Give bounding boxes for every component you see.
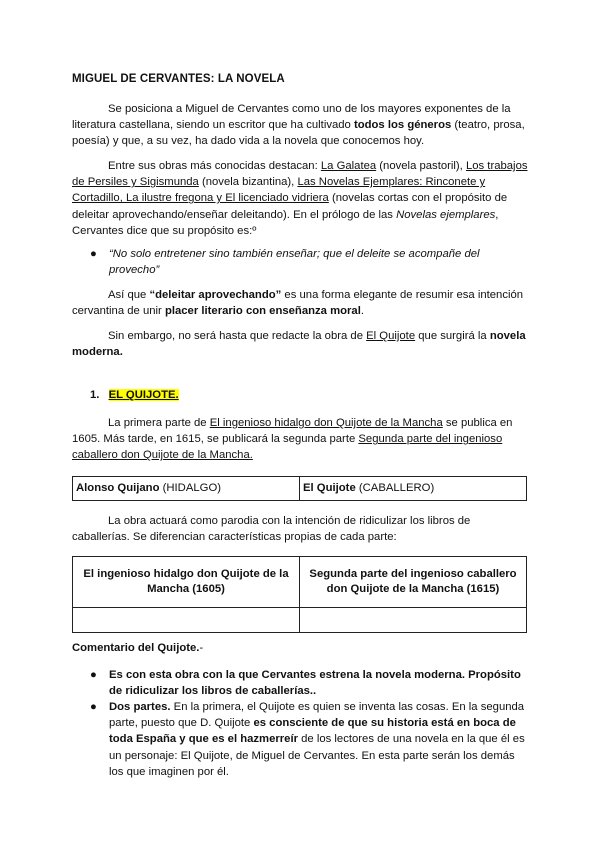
section-heading xyxy=(90,387,179,403)
paragraph-deleitar: Así que “deleitar aprovechando” es una forma elegante de resumir esa intención cervantina de unir placer literario con enseñanza moral. xyxy=(72,289,524,318)
table-header-row xyxy=(73,557,527,608)
characters-table xyxy=(72,476,527,501)
table-cell[interactable] xyxy=(300,608,527,633)
comment-list-item xyxy=(90,699,530,780)
link-persiles[interactable]: Los trabajos de Persiles y Sigismunda xyxy=(72,160,528,189)
parts-table xyxy=(72,556,527,633)
table-header-cell: Segunda parte del ingenioso caballero don Quijote de la Mancha (1615) xyxy=(300,557,527,608)
table-header-cell: El ingenioso hidalgo don Quijote de la Mancha (1605) xyxy=(73,557,300,608)
section-title[interactable]: EL QUIJOTE. xyxy=(108,389,179,401)
paragraph-parodia: La obra actuará como parodia con la intención de ridiculizar los libros de caballerías. Se diferencian características propias de cada parte: xyxy=(72,515,471,544)
bullet-icon: ● xyxy=(90,248,97,260)
comment-list-item xyxy=(90,667,530,699)
link-la-galatea[interactable]: La Galatea xyxy=(320,160,377,172)
link-segunda-parte[interactable]: Segunda parte del ingenioso caballero don Quijote de la Mancha. xyxy=(72,433,503,462)
section-number: 1. xyxy=(90,389,100,401)
table-row xyxy=(73,608,527,633)
paragraph-publication: La primera parte de El ingenioso hidalgo don Quijote de la Mancha se publica en 1605. Más tarde, en 1615, se publicará la segunda parte Segunda parte del ingenioso caballero don Quijote de la Mancha. xyxy=(72,417,513,462)
paragraph-quijote-intro: Sin embargo, no será hasta que redacte la obra de El Quijote que surgirá la novela moderna. xyxy=(72,330,526,359)
paragraph-intro: Se posiciona a Miguel de Cervantes como uno de los mayores exponentes de la literatura castellana, siendo un escritor que ha cultivado todos los géneros (teatro, prosa, poesía) y que, a su vez, ha dado vida a la novela que conocemos hoy. xyxy=(72,103,525,148)
link-primera-parte[interactable]: El ingenioso hidalgo don Quijote de la Mancha xyxy=(209,417,443,429)
table-cell[interactable] xyxy=(73,608,300,633)
link-el-quijote[interactable]: El Quijote xyxy=(366,330,416,342)
bullet-icon: ● xyxy=(90,669,97,681)
table-row xyxy=(73,477,527,501)
comment-item-text: Es con esta obra con la que Cervantes estrena la novela moderna. Propósito de ridiculizar los libros de caballerías.. xyxy=(109,669,521,698)
table-cell: Alonso Quijano (HIDALGO) xyxy=(73,477,300,501)
table-cell: El Quijote (CABALLERO) xyxy=(300,477,527,501)
paragraph-works: Entre sus obras más conocidas destacan: La Galatea (novela pastoril), Los trabajos de Persiles y Sigismunda (novela bizantina), Las Novelas Ejemplares: Rinconete y Cortadillo, La ilustre fregona y El licenciado vidriera (novelas cortas con el propósito de deleitar aprovechando/enseñar deleitando). En el prólogo de las Novelas ejemplares, Cervantes dice que su propósito es:º xyxy=(72,160,528,237)
quote-text: “No solo entretener sino también enseñar; que el deleite se acompañe del provecho” xyxy=(109,248,480,277)
page-title: MIGUEL DE CERVANTES: LA NOVELA xyxy=(72,73,285,85)
quote-list-item xyxy=(90,246,530,278)
bullet-icon: ● xyxy=(90,701,97,713)
comment-item-text: Dos partes. En la primera, el Quijote es quien se inventa las cosas. En la segunda parte, puesto que D. Quijote es consciente de que su historia está en boca de toda España y que es el hazmerreír de los lectores de una novela en la que él es un personaje: El Quijote, de Miguel de Cervantes. En esta parte serán los demás los que imaginen por él. xyxy=(109,701,525,778)
comment-heading: Comentario del Quijote.- xyxy=(72,642,204,654)
link-novelas-ejemplares[interactable]: Las Novelas Ejemplares: Rinconete y Cortadillo, La ilustre fregona y El licenciado vidriera xyxy=(72,176,486,205)
